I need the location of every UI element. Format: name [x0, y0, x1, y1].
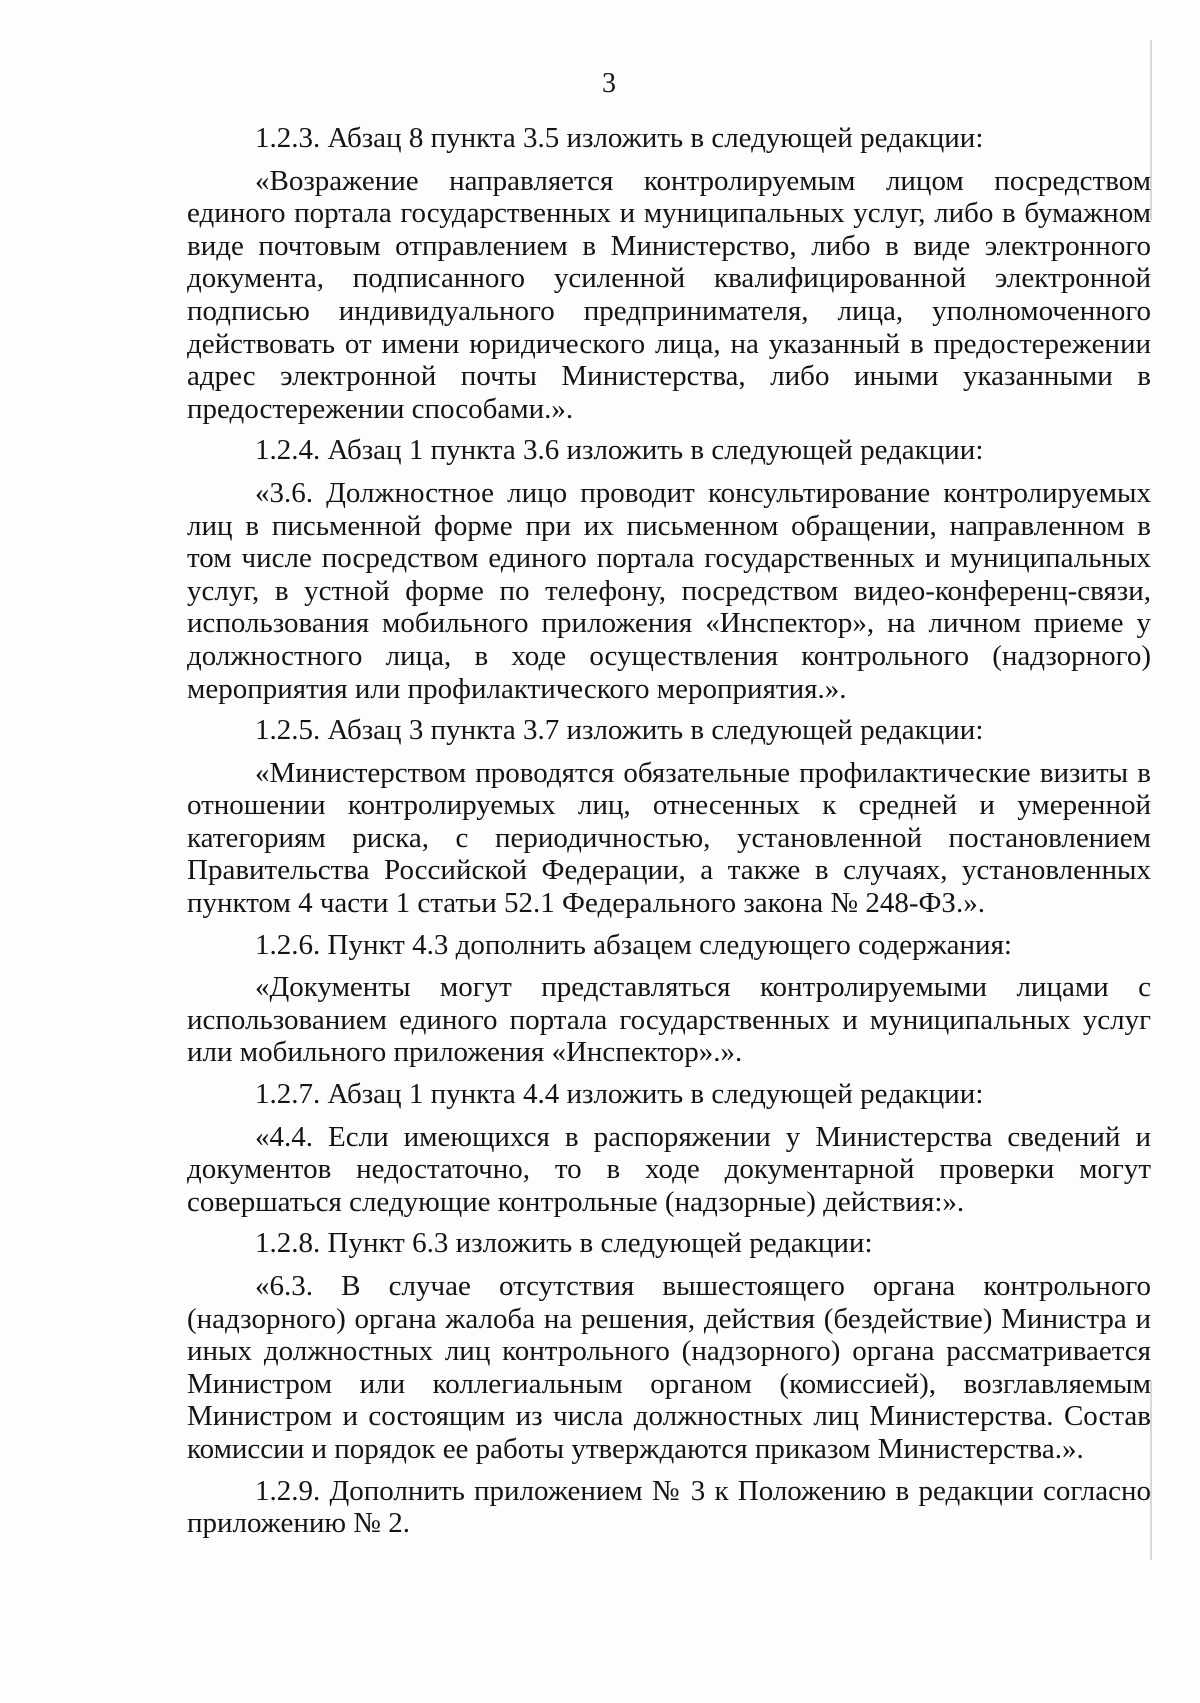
- paragraph-clause-1-2-5: 1.2.5. Абзац 3 пункта 3.7 изложить в следующей редакции:: [255, 714, 984, 747]
- document-body: [187, 122, 1151, 1550]
- paragraph-clause-1-2-9: 1.2.9. Дополнить приложением № 3 к Положению в редакции согласно приложению № 2.: [187, 1474, 1151, 1540]
- paragraph-quote-3-5: «Возражение направляется контролируемым лицом посредством единого портала государственных и муниципальных услуг, либо в бумажном виде почтовым отправлением в Министерство, либо в виде электронного документа, подписанного усиленной квалифицированной электронной подписью индивидуального предпринимателя, лица, уполномоченного действовать от имени юридического лица, на указанный в предостережении адрес электронной почты Министерства, либо иными указанными в предостережении способами.».: [187, 164, 1151, 425]
- page-number: 3: [602, 68, 616, 99]
- paragraph-quote-6-3: «6.3. В случае отсутствия вышестоящего органа контрольного (надзорного) органа жалоба на решения, действия (бездействие) Министра и иных должностных лиц контрольного (надзорного) органа рассматривается Министром или коллегиальным органом (комиссией), возглавляемым Министром и состоящим из числа должностных лиц Министерства. Состав комиссии и порядок ее работы утверждаются приказом Министерства.».: [187, 1270, 1151, 1465]
- paragraph-clause-1-2-7: 1.2.7. Абзац 1 пункта 4.4 изложить в следующей редакции:: [255, 1078, 984, 1111]
- paragraph-clause-1-2-3: 1.2.3. Абзац 8 пункта 3.5 изложить в следующей редакции:: [255, 122, 984, 154]
- paragraph-clause-1-2-4: 1.2.4. Абзац 1 пункта 3.6 изложить в следующей редакции:: [255, 434, 984, 467]
- paragraph-clause-1-2-6: 1.2.6. Пункт 4.3 дополнить абзацем следующего содержания:: [255, 928, 1012, 961]
- paragraph-quote-3-7: «Министерством проводятся обязательные профилактические визиты в отношении контролируемых лиц, отнесенных к средней и умеренной категориям риска, с периодичностью, установленной постановлением Правительства Российской Федерации, а также в случаях, установленных пунктом 4 части 1 статьи 52.1 Федерального закона № 248-ФЗ.».: [187, 756, 1151, 920]
- paragraph-quote-3-6: «3.6. Должностное лицо проводит консультирование контролируемых лиц в письменной форме при их письменном обращении, направленном в том числе посредством единого портала государственных и муниципальных услуг, в устной форме по телефону, посредством видео-конференц-связи, использования мобильного приложения «Инспектор», на личном приеме у должностного лица, в ходе осуществления контрольного (надзорного) мероприятия или профилактического мероприятия.».: [187, 476, 1151, 705]
- paragraph-quote-4-4: «4.4. Если имеющихся в распоряжении у Министерства сведений и документов недостаточно, то в ходе документарной проверки могут совершаться следующие контрольные (надзорные) действия:».: [187, 1120, 1151, 1218]
- paragraph-quote-4-3: «Документы могут представляться контролируемыми лицами с использованием единого портала государственных и муниципальных услуг или мобильного приложения «Инспектор».».: [187, 971, 1151, 1069]
- paragraph-clause-1-2-8: 1.2.8. Пункт 6.3 изложить в следующей редакции:: [255, 1227, 873, 1260]
